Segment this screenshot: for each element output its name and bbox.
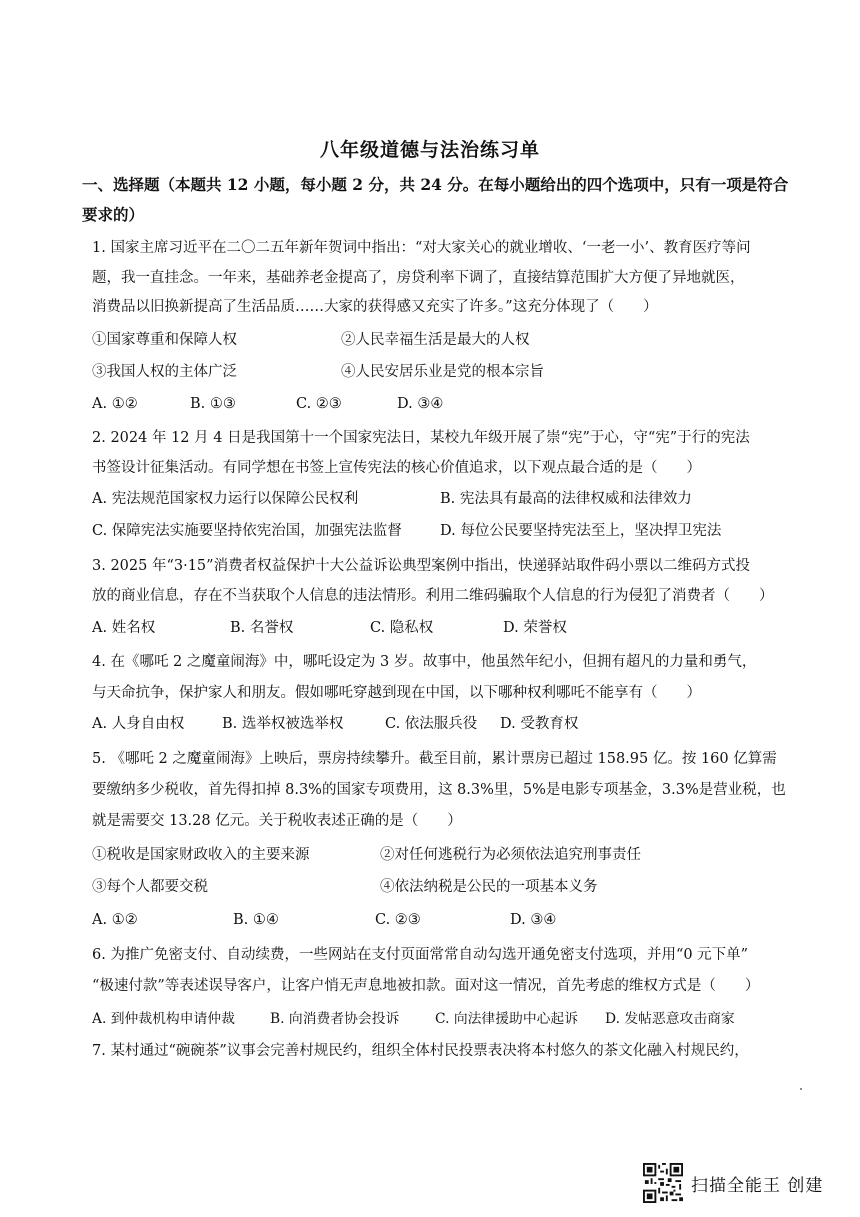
q2-text-2: 书签设计征集活动。有同学想在书签上宣传宪法的核心价值追求，以下观点最合适的是（ ）	[92, 460, 701, 476]
page-title: 八年级道德与法治练习单	[319, 139, 540, 161]
q6-option-b: B. 向消费者协会投诉	[270, 1011, 400, 1027]
scanner-watermark	[643, 1163, 823, 1203]
q4-option-a: A. 人身自由权	[92, 716, 185, 732]
q5-statement-3: ③每个人都要交税	[92, 879, 208, 895]
q6-text-1: 6. 为推广免密支付、自动续费，一些网站在支付页面常常自动勾选开通免密支付选项，并用“0 元下单”	[92, 947, 749, 963]
q3-option-b: B. 名誉权	[230, 620, 294, 636]
q4-text-2: 与天命抗争，保护家人和朋友。假如哪吒穿越到现在中国，以下哪种权利哪吒不能享有（ ）	[92, 685, 701, 701]
q3-option-c: C. 隐私权	[370, 620, 434, 636]
q1-option-c: C. ②③	[296, 396, 342, 412]
q6-option-d: D. 发帖恶意攻击商家	[605, 1011, 735, 1027]
q1-statement-4: ④人民安居乐业是党的根本宗旨	[341, 364, 544, 380]
q3-text-1: 3. 2025 年“3·15”消费者权益保护十大公益诉讼典型案例中指出，快递驿站取件码小票以二维码方式投	[92, 558, 751, 574]
q5-option-c: C. ②③	[375, 912, 421, 928]
q1-statement-1: ①国家尊重和保障人权	[92, 332, 237, 348]
q3-option-a: A. 姓名权	[92, 620, 156, 636]
q5-option-d: D. ③④	[510, 912, 557, 928]
q2-option-b: B. 宪法具有最高的法律权威和法律效力	[440, 491, 692, 507]
q4-text-1: 4. 在《哪吒 2 之魔童闹海》中，哪吒设定为 3 岁。故事中，他虽然年纪小，但拥有超凡的力量和勇气，	[92, 654, 757, 670]
q1-text-1: 1. 国家主席习近平在二〇二五年新年贺词中指出：“对大家关心的就业增收、‘一老一小’、教育医疗等问	[92, 240, 751, 256]
q5-text-1: 5. 《哪吒 2 之魔童闹海》上映后，票房持续攀升。截至目前，累计票房已超过 158.95 亿。按 160 亿算需	[92, 751, 777, 767]
q2-option-d: D. 每位公民要坚持宪法至上，坚决捍卫宪法	[440, 523, 722, 539]
q6-option-a: A. 到仲裁机构申请仲裁	[92, 1011, 235, 1027]
q4-option-b: B. 选举权被选举权	[222, 716, 344, 732]
section-heading: 一、选择题（本题共 12 小题，每小题 2 分，共 24 分。在每小题给出的四个选项中，只有一项是符合	[82, 175, 789, 194]
qr-code-icon	[643, 1163, 683, 1203]
scanner-watermark-label: 扫描全能王 创建	[691, 1175, 824, 1196]
q5-option-b: B. ①④	[233, 912, 279, 928]
q7-text-1: 7. 某村通过“碗碗茶”议事会完善村规民约，组织全体村民投票表决将本村悠久的茶文化融入村规民约，	[92, 1043, 749, 1059]
q4-option-d: D. 受教育权	[500, 716, 579, 732]
q2-option-a: A. 宪法规范国家权力运行以保障公民权利	[92, 491, 359, 507]
q6-option-c: C. 向法律援助中心起诉	[435, 1011, 579, 1027]
q5-text-3: 就是需要交 13.28 亿元。关于税收表述正确的是（ ）	[92, 813, 462, 829]
q2-text-1: 2. 2024 年 12 月 4 日是我国第十一个国家宪法日，某校九年级开展了崇“宪”于心，守“宪”于行的宪法	[92, 430, 750, 446]
q5-statement-1: ①税收是国家财政收入的主要来源	[92, 847, 310, 863]
q5-text-2: 要缴纳多少税收，首先得扣掉 8.3%的国家专项费用，这 8.3%里，5%是电影专项基金，3.3%是营业税，也	[92, 782, 786, 798]
q3-option-d: D. 荣誉权	[503, 620, 567, 636]
q6-text-2: “极速付款”等表述误导客户，让客户悄无声息地被扣款。面对这一情况，首先考虑的维权方式是（ ）	[92, 978, 760, 994]
q1-text-3: 消费品以旧换新提高了生活品质……大家的获得感又充实了许多。”这充分体现了（ ）	[92, 299, 658, 315]
section-heading-cont: 要求的）	[82, 205, 145, 224]
q1-statement-2: ②人民幸福生活是最大的人权	[341, 332, 530, 348]
q1-option-a: A. ①②	[92, 396, 138, 412]
q5-option-a: A. ①②	[92, 912, 138, 928]
q1-statement-3: ③我国人权的主体广泛	[92, 364, 237, 380]
q5-statement-4: ④依法纳税是公民的一项基本义务	[380, 879, 598, 895]
q2-option-c: C. 保障宪法实施要坚持依宪治国，加强宪法监督	[92, 523, 402, 539]
q4-option-c: C. 依法服兵役	[385, 716, 478, 732]
q1-option-d: D. ③④	[397, 396, 444, 412]
q3-text-2: 放的商业信息，存在不当获取个人信息的违法情形。利用二维码骗取个人信息的行为侵犯了消费者（ ）	[92, 588, 774, 604]
q5-statement-2: ②对任何逃税行为必须依法追究刑事责任	[380, 847, 641, 863]
scan-speck	[800, 1088, 802, 1090]
q1-text-2: 题，我一直挂念。一年来，基础养老金提高了，房贷利率下调了，直接结算范围扩大方便了异地就医，	[92, 270, 745, 286]
q1-option-b: B. ①③	[190, 396, 236, 412]
